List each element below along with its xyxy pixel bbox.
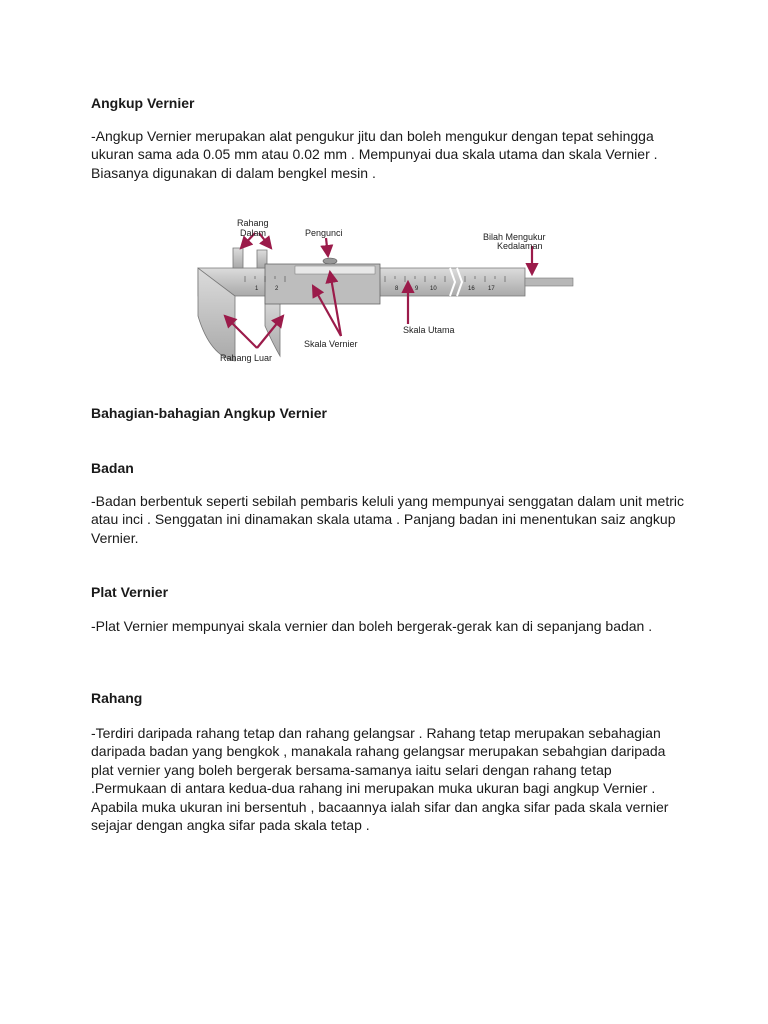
fixed-inner-jaw bbox=[233, 248, 243, 268]
scale-number: 2 bbox=[275, 286, 279, 292]
plat-vernier-paragraph: -Plat Vernier mempunyai skala vernier dan boleh bergerak-gerak kan di sepanjang badan . bbox=[91, 618, 653, 634]
label-skala-utama: Skala Utama bbox=[403, 325, 455, 335]
label-bilah-2: Kedalaman bbox=[497, 241, 543, 251]
scale-number: 1 bbox=[255, 286, 259, 292]
label-skala-vernier: Skala Vernier bbox=[304, 339, 358, 349]
label-rahang-luar: Rahang Luar bbox=[220, 353, 273, 363]
badan-title: Badan bbox=[91, 460, 134, 476]
label-bilah-1: Bilah Mengukur bbox=[483, 232, 546, 242]
caliper-svg bbox=[195, 216, 575, 366]
scale-number: 17 bbox=[488, 286, 495, 292]
label-rahang-dalam-1: Rahang bbox=[237, 218, 269, 228]
parts-title: Bahagian-bahagian Angkup Vernier bbox=[91, 405, 327, 421]
scale-number: 10 bbox=[430, 286, 437, 292]
lock-screw bbox=[323, 258, 337, 264]
intro-paragraph: -Angkup Vernier merupakan alat pengukur jitu dan boleh mengukur dengan tepat sehingga ukuran sama ada 0.05 mm atau 0.02 mm . Mempunyai dua skala utama dan skala Vernier . Biasanya digunakan di dalam bengkel mesin . bbox=[91, 128, 658, 181]
badan-paragraph: -Badan berbentuk seperti sebilah pembaris keluli yang mempunyai senggatan dalam unit metric atau inci . Senggatan ini dinamakan skala utama . Panjang badan ini menentukan saiz angkup Vernier. bbox=[91, 493, 684, 546]
scale-number: 9 bbox=[415, 286, 419, 292]
label-rahang-dalam-2: Dalam bbox=[240, 228, 267, 238]
label-pengunci: Pengunci bbox=[305, 228, 343, 238]
rahang-title: Rahang bbox=[91, 690, 143, 706]
vernier-caliper-diagram bbox=[195, 216, 575, 366]
section-title: Angkup Vernier bbox=[91, 95, 195, 111]
scale-number: 16 bbox=[468, 286, 475, 292]
depth-rod bbox=[525, 278, 573, 286]
rahang-paragraph: -Terdiri daripada rahang tetap dan rahang gelangsar . Rahang tetap merupakan sebahagian daripada badan yang bengkok , manakala rahang gelangsar merupakan sebahgian daripada plat vernier yang boleh bergerak bersama-samanya iaitu selari dengan rahang tetap .Permukaan di antara kedua-dua rahang ini merupakan muka ukuran bagi angkup Vernier . Apabila muka ukuran ini bersentuh , bacaannya ialah sifar dan angka sifar pada skala vernier sejajar dengan angka sifar pada skala tetap . bbox=[91, 725, 669, 834]
sliding-outer-jaw bbox=[265, 296, 280, 356]
plat-vernier-title: Plat Vernier bbox=[91, 584, 169, 600]
scale-number: 8 bbox=[395, 286, 399, 292]
vernier-window bbox=[295, 266, 375, 274]
